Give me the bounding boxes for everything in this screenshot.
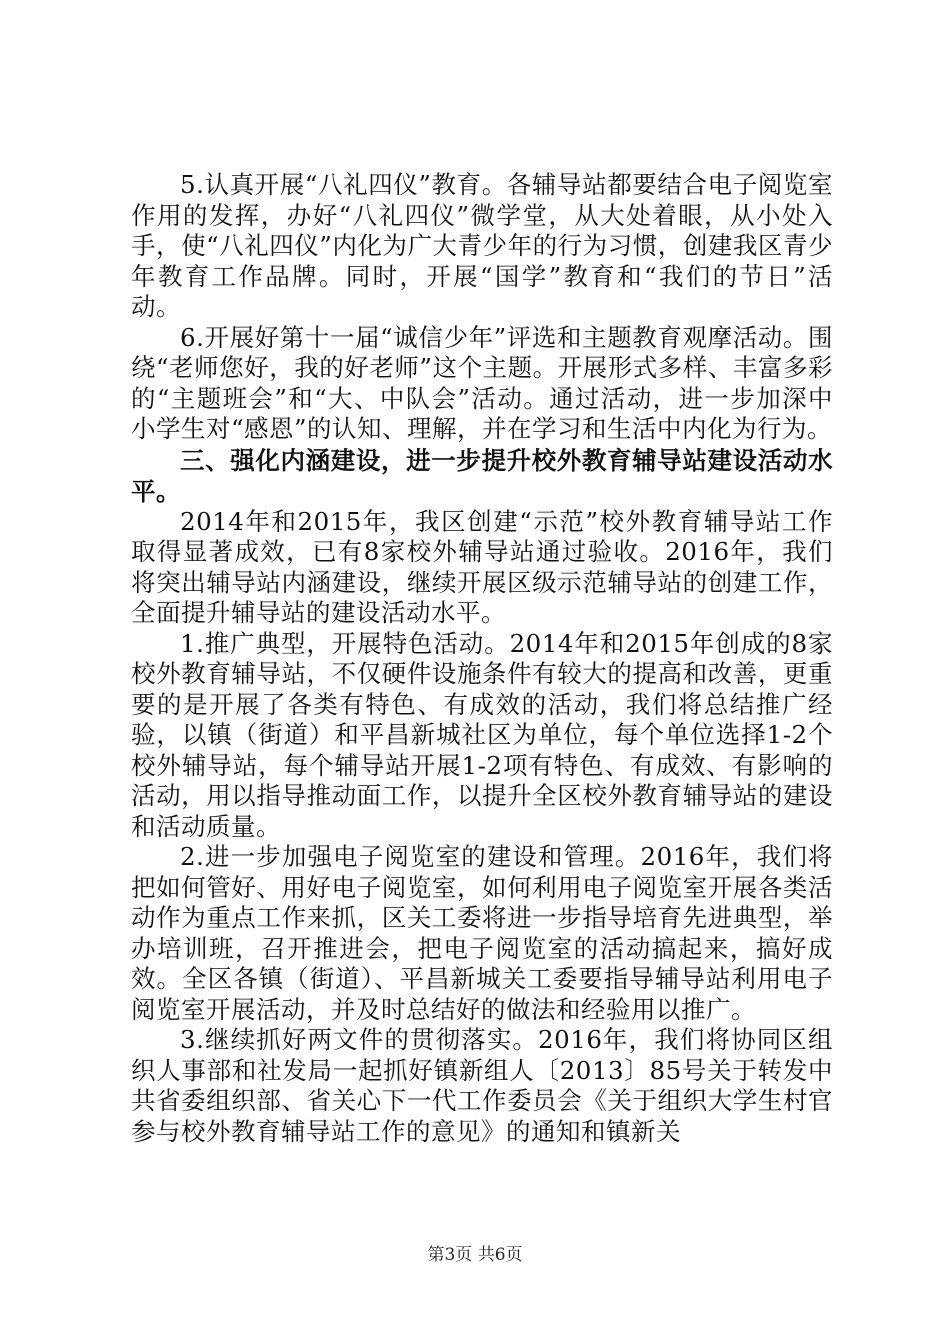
paragraph-item-2: 2.进一步加强电子阅览室的建设和管理。2016年，我们将把如何管好、用好电子阅览室，如何利用电子阅览室开展各类活动作为重点工作来抓，区关工委将进一步指导培育先进典型，举办培训班，召开推进会，把电子阅览室的活动搞起来，搞好成效。全区各镇（街道）、平昌新城关工委要指导辅导站利用电子阅览室开展活动，并及时总结好的做法和经验用以推广。 [131, 842, 833, 1024]
paragraph-item-5: 5.认真开展“八礼四仪”教育。各辅导站都要结合电子阅览室作用的发挥，办好“八礼四仪”微学堂，从大处着眼，从小处入手，使“八礼四仪”内化为广大青少年的行为习惯，创建我区青少年教育工作品牌。同时，开展“国学”教育和“我们的节日”活动。 [131, 170, 833, 321]
paragraph-section-intro: 2014年和2015年，我区创建“示范”校外教育辅导站工作取得显著成效，已有8家校外辅导站通过验收。2016年，我们将突出辅导站内涵建设，继续开展区级示范辅导站的创建工作，全面提升辅导站的建设活动水平。 [131, 506, 833, 627]
section-heading-3: 三、强化内涵建设，进一步提升校外教育辅导站建设活动水平。 [131, 445, 833, 506]
document-body [131, 170, 833, 1147]
paragraph-item-3: 3.继续抓好两文件的贯彻落实。2016年，我们将协同区组织人事部和社发局一起抓好镇新组人〔2013〕85号关于转发中共省委组织部、省关心下一代工作委员会《关于组织大学生村官参与校外教育辅导站工作的意见》的通知和镇新关 [131, 1025, 833, 1146]
paragraph-item-6: 6.开展好第十一届“诚信少年”评选和主题教育观摩活动。围绕“老师您好，我的好老师”这个主题。开展形式多样、丰富多彩的“主题班会”和“大、中队会”活动。通过活动，进一步加深中小学生对“感恩”的认知、理解，并在学习和生活中内化为行为。 [131, 322, 833, 443]
paragraph-item-1: 1.推广典型，开展特色活动。2014年和2015年创成的8家校外教育辅导站，不仅硬件设施条件有较大的提高和改善，更重要的是开展了各类有特色、有成效的活动，我们将总结推广经验，以镇（街道）和平昌新城社区为单位，每个单位选择1-2个校外辅导站，每个辅导站开展1-2项有特色、有成效、有影响的活动，用以指导推动面工作，以提升全区校外教育辅导站的建设和活动质量。 [131, 628, 833, 841]
page-number-footer: 第3页 共6页 [427, 1245, 523, 1265]
